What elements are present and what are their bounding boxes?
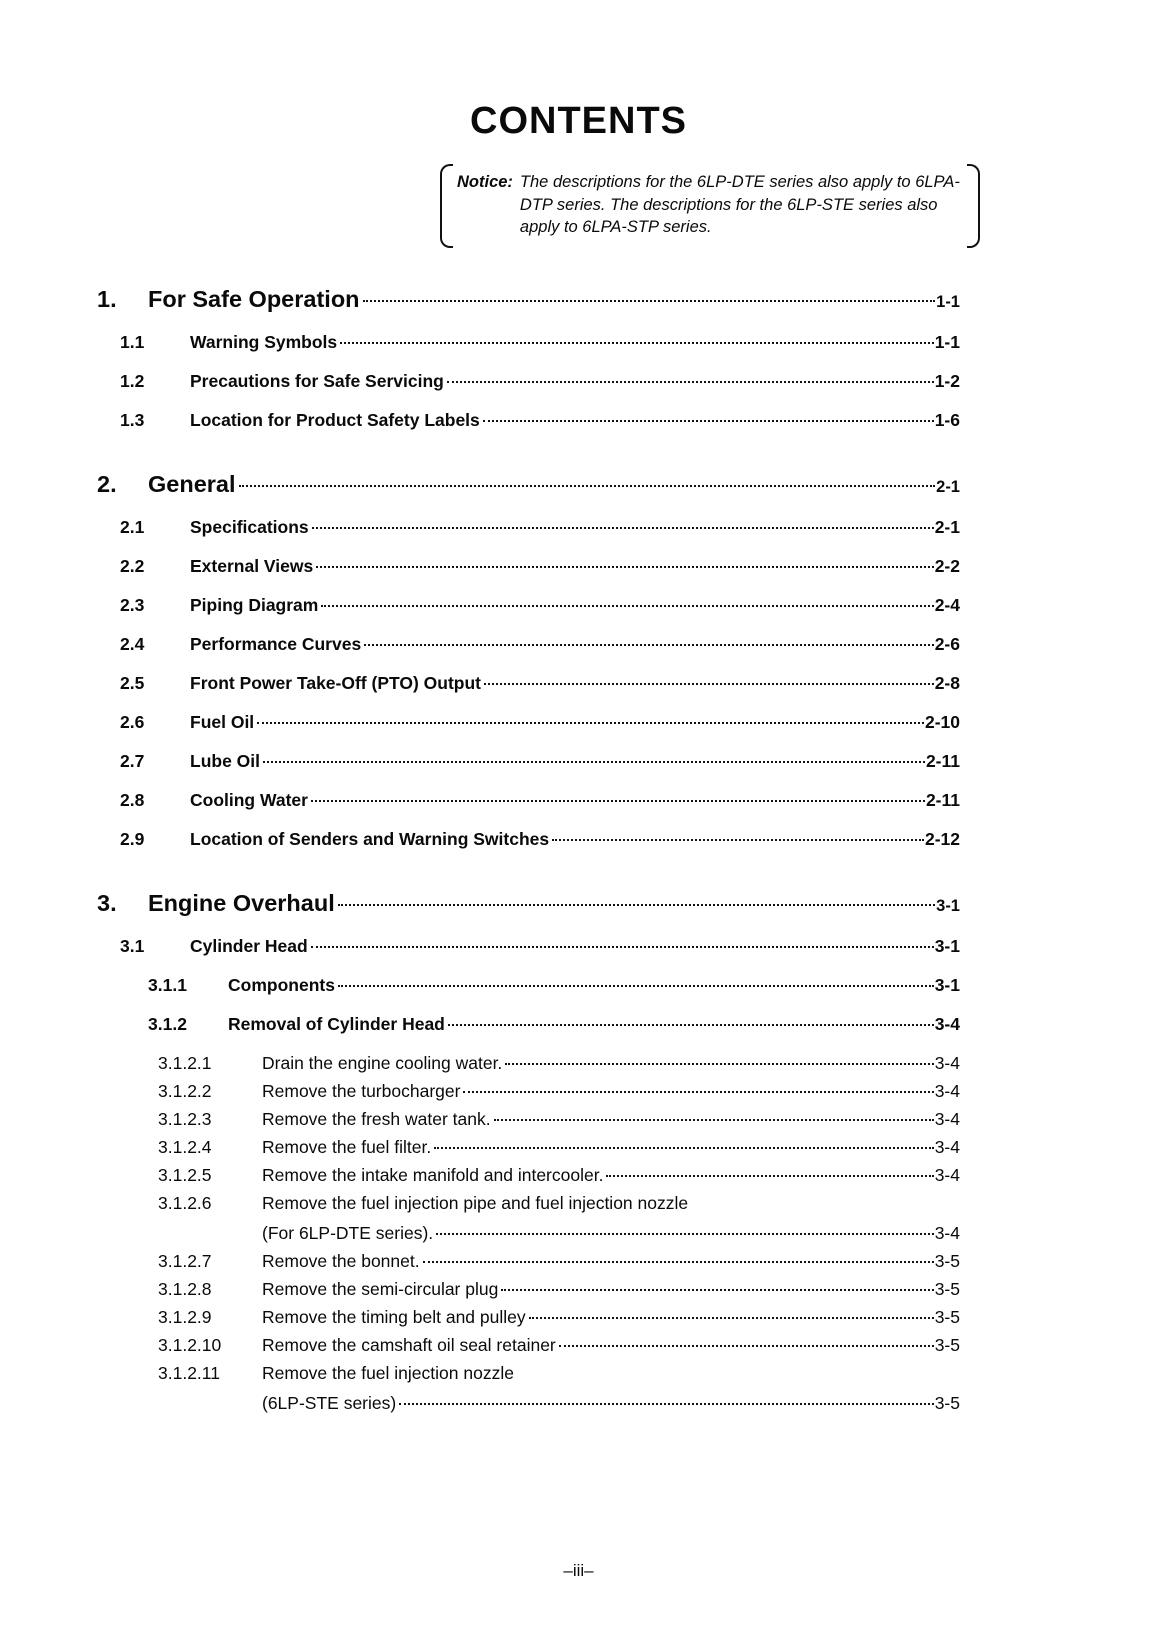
dot-leader <box>338 904 935 906</box>
page-number: 1-1 <box>934 331 960 352</box>
toc-row <box>97 789 960 811</box>
dot-leader <box>311 946 934 948</box>
toc-row <box>97 974 960 996</box>
notice-box <box>440 164 980 248</box>
entry-number: 2.5 <box>120 672 145 693</box>
toc-row <box>97 1192 960 1214</box>
notice-content <box>453 164 967 248</box>
entry-number: 1. <box>97 285 117 312</box>
entry-title: Lube Oil <box>190 750 260 771</box>
page-number: 2-4 <box>934 594 960 615</box>
entry-title: Remove the fuel filter. <box>262 1136 432 1157</box>
entry-title: Cooling Water <box>190 789 308 810</box>
entry-number: 2.1 <box>120 516 145 537</box>
toc-row <box>97 1250 960 1272</box>
page-number: 1-2 <box>934 370 960 391</box>
page-number: 3-5 <box>934 1306 960 1327</box>
entry-number: 3.1.2.10 <box>158 1334 222 1355</box>
entry-title: Warning Symbols <box>190 331 338 352</box>
page-number: 2-2 <box>934 555 960 576</box>
entry-title: Location of Senders and Warning Switches <box>190 828 550 849</box>
dot-leader <box>501 1289 933 1291</box>
page-number: 3-4 <box>934 1052 960 1073</box>
page-number: 3-5 <box>934 1392 960 1413</box>
dot-leader <box>494 1119 934 1121</box>
page-number: 2-8 <box>934 672 960 693</box>
entry-title: Remove the fresh water tank. <box>262 1108 491 1129</box>
dot-leader <box>340 342 934 344</box>
dot-leader <box>364 644 934 646</box>
notice-bracket-right <box>967 164 980 248</box>
entry-number: 3.1.2 <box>148 1013 187 1034</box>
entry-title-continuation: (For 6LP-DTE series). <box>262 1222 434 1243</box>
dot-leader <box>436 1233 934 1235</box>
toc-heading-row <box>97 469 960 502</box>
toc-row <box>97 935 960 957</box>
entry-number: 2.7 <box>120 750 145 771</box>
entry-title: Location for Product Safety Labels <box>190 409 480 430</box>
entry-number: 3. <box>97 889 117 916</box>
entry-title: Components <box>228 974 335 995</box>
toc-row <box>97 750 960 772</box>
entry-number: 1.3 <box>120 409 145 430</box>
entry-title: Front Power Take-Off (PTO) Output <box>190 672 482 693</box>
dot-leader <box>448 1024 934 1026</box>
page-number: 3-4 <box>934 1013 960 1034</box>
entry-title: Drain the engine cooling water. <box>262 1052 503 1073</box>
toc-row <box>97 516 960 538</box>
entry-number: 2.6 <box>120 711 145 732</box>
table-of-contents <box>97 284 960 1414</box>
entry-title: For Safe Operation <box>148 285 360 312</box>
toc-row <box>97 594 960 616</box>
entry-number: 2.4 <box>120 633 145 654</box>
page-number: 2-11 <box>925 789 960 810</box>
entry-number: 3.1.2.2 <box>158 1080 212 1101</box>
page-number: 3-4 <box>934 1080 960 1101</box>
entry-title: Specifications <box>190 516 309 537</box>
toc-row <box>97 1164 960 1186</box>
entry-title: Remove the timing belt and pulley <box>262 1306 526 1327</box>
page-number: 2-6 <box>934 633 960 654</box>
entry-number: 3.1 <box>120 935 145 956</box>
toc-heading-row <box>97 888 960 921</box>
toc-row <box>97 828 960 850</box>
page-number: 1-1 <box>936 292 960 311</box>
dot-leader <box>423 1261 934 1263</box>
entry-title: Remove the fuel injection nozzle <box>262 1362 514 1383</box>
toc-row <box>97 1080 960 1102</box>
page-number: 2-10 <box>924 711 960 732</box>
dot-leader <box>552 839 924 841</box>
page-title: CONTENTS <box>470 100 687 142</box>
dot-leader <box>483 420 934 422</box>
page-number: 3-4 <box>934 1136 960 1157</box>
entry-number: 3.1.2.4 <box>158 1136 212 1157</box>
toc-row <box>97 1306 960 1328</box>
entry-title: Engine Overhaul <box>148 889 335 916</box>
page-number: 3-1 <box>934 974 960 995</box>
page-number: 2-1 <box>936 477 960 496</box>
entry-number: 2.9 <box>120 828 145 849</box>
entry-title: Performance Curves <box>190 633 362 654</box>
entry-title: General <box>148 470 236 497</box>
toc-row-continuation <box>97 1222 960 1244</box>
page-number: 3-1 <box>934 935 960 956</box>
dot-leader <box>434 1147 933 1149</box>
dot-leader <box>316 566 933 568</box>
dot-leader <box>311 800 925 802</box>
page-number: 3-5 <box>934 1250 960 1271</box>
entry-title: Removal of Cylinder Head <box>228 1013 445 1034</box>
entry-number: 3.1.2.5 <box>158 1164 212 1185</box>
entry-title: Remove the camshaft oil seal retainer <box>262 1334 556 1355</box>
dot-leader <box>239 485 936 487</box>
dot-leader <box>338 985 934 987</box>
toc-section-2 <box>97 469 960 850</box>
entry-number: 3.1.2.8 <box>158 1278 212 1299</box>
entry-number: 3.1.2.9 <box>158 1306 212 1327</box>
toc-row <box>97 1362 960 1384</box>
page-number: 1-6 <box>934 409 960 430</box>
page-footer-folio: –iii– <box>563 1561 594 1580</box>
dot-leader <box>529 1317 934 1319</box>
entry-number: 2.3 <box>120 594 145 615</box>
page-number: 2-12 <box>924 828 960 849</box>
page-number: 2-1 <box>934 516 960 537</box>
page-number: 3-1 <box>936 896 960 915</box>
toc-row <box>97 711 960 733</box>
entry-title: Cylinder Head <box>190 935 308 956</box>
dot-leader <box>559 1345 934 1347</box>
toc-row <box>97 672 960 694</box>
notice-bracket-left <box>440 164 453 248</box>
page-number: 3-4 <box>934 1108 960 1129</box>
entry-number: 3.1.2.1 <box>158 1052 212 1073</box>
dot-leader <box>484 683 934 685</box>
dot-leader <box>257 722 924 724</box>
toc-heading-row <box>97 284 960 317</box>
dot-leader <box>399 1403 934 1405</box>
entry-title: Precautions for Safe Servicing <box>190 370 444 391</box>
toc-row <box>97 1334 960 1356</box>
toc-row <box>97 1052 960 1074</box>
toc-row-continuation <box>97 1392 960 1414</box>
entry-title: Remove the bonnet. <box>262 1250 420 1271</box>
entry-title: Remove the turbocharger <box>262 1080 461 1101</box>
toc-row <box>97 331 960 353</box>
entry-number: 2.8 <box>120 789 145 810</box>
toc-row <box>97 1278 960 1300</box>
toc-row <box>97 1136 960 1158</box>
entry-title-continuation: (6LP-STE series) <box>262 1392 397 1413</box>
toc-row <box>97 370 960 392</box>
toc-row <box>97 1013 960 1035</box>
page-number: 3-4 <box>934 1164 960 1185</box>
entry-title: Remove the fuel injection pipe and fuel injection nozzle <box>262 1192 689 1213</box>
dot-leader <box>363 300 936 302</box>
dot-leader <box>606 1175 933 1177</box>
dot-leader <box>263 761 925 763</box>
toc-section-1 <box>97 284 960 431</box>
entry-number: 3.1.2.11 <box>158 1362 220 1383</box>
dot-leader <box>463 1091 933 1093</box>
entry-number: 1.1 <box>120 331 145 352</box>
page-number: 2-11 <box>925 750 960 771</box>
toc-row <box>97 633 960 655</box>
entry-title: Remove the semi-circular plug <box>262 1278 499 1299</box>
entry-number: 2.2 <box>120 555 145 576</box>
page-number: 3-5 <box>934 1334 960 1355</box>
entry-number: 2. <box>97 470 117 497</box>
dot-leader <box>447 381 934 383</box>
page-number: 3-4 <box>934 1222 960 1243</box>
entry-number: 3.1.2.7 <box>158 1250 212 1271</box>
toc-row <box>97 409 960 431</box>
page-number: 3-5 <box>934 1278 960 1299</box>
dot-leader <box>321 605 933 607</box>
entry-title: External Views <box>190 555 314 576</box>
toc-row <box>97 1108 960 1130</box>
toc-row <box>97 555 960 577</box>
entry-number: 1.2 <box>120 370 145 391</box>
entry-number: 3.1.2.3 <box>158 1108 212 1129</box>
entry-title: Remove the intake manifold and intercooler. <box>262 1164 604 1185</box>
entry-title: Fuel Oil <box>190 711 255 732</box>
toc-section-3 <box>97 888 960 1414</box>
dot-leader <box>312 527 934 529</box>
dot-leader <box>505 1063 933 1065</box>
entry-number: 3.1.1 <box>148 974 187 995</box>
entry-title: Piping Diagram <box>190 594 319 615</box>
entry-number: 3.1.2.6 <box>158 1192 212 1213</box>
notice-text: The descriptions for the 6LP-DTE series also apply to 6LPA-DTP series. The descriptions for the 6LP-STE series also apply to 6LPA-STP series. <box>519 173 960 236</box>
notice-label: Notice: <box>457 173 513 191</box>
